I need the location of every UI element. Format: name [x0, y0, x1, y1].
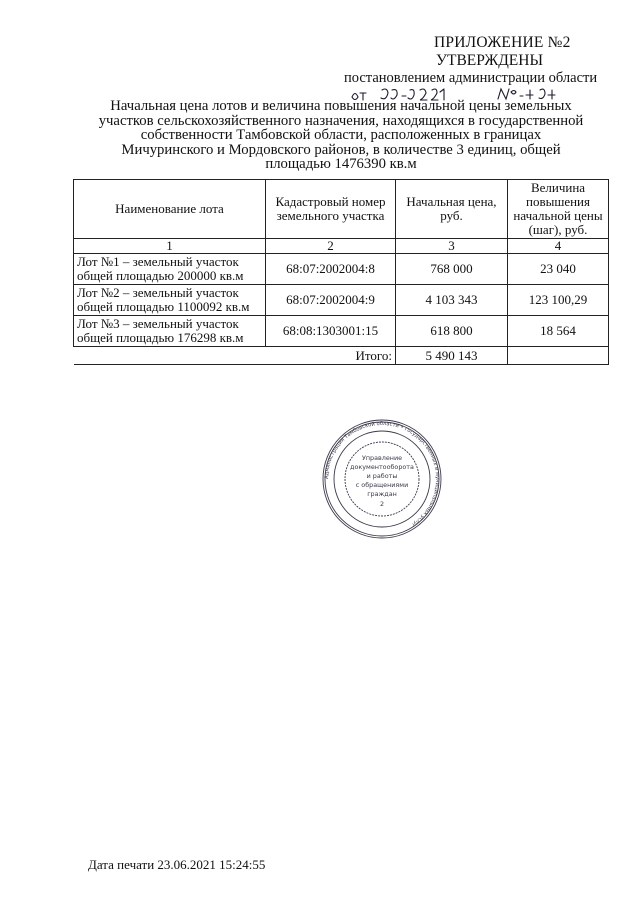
title-line: собственности Тамбовской области, расположенных в границах: [140, 127, 542, 144]
stamp-outer-text: Администрация Тамбовской области • государственных и муниципальных услуг: [323, 420, 441, 528]
column-number: 3: [396, 239, 508, 254]
lot-name-line: Лот №1 – земельный участок: [77, 254, 239, 269]
title-line: площадью 1476390 кв.м: [265, 156, 417, 173]
stamp-line: граждан: [367, 490, 397, 498]
stamp-line: Управление: [361, 454, 403, 462]
appendix-title: ПРИЛОЖЕНИЕ №2: [434, 34, 571, 51]
stamp-line: и работы: [366, 472, 398, 480]
print-date: Дата печати 23.06.2021 15:24:55: [88, 857, 266, 872]
total-empty-cell: [508, 347, 609, 365]
lot-name-line: Лот №2 – земельный участок: [77, 285, 239, 300]
official-stamp: [318, 418, 446, 540]
lot-name-cell: [74, 285, 266, 316]
title-line: Мичуринского и Мордовского районов, в количестве 3 единиц, общей: [121, 141, 561, 158]
stamp-line: с обращениями: [355, 481, 409, 489]
approved-label: УТВЕРЖДЕНЫ: [436, 52, 543, 69]
document-title: [92, 99, 590, 172]
header-start-price: Начальная цена, руб.: [396, 180, 508, 239]
header-lot-name: Наименование лота: [74, 180, 266, 239]
lots-table: [73, 179, 609, 365]
lot-name-cell: [74, 254, 266, 285]
title-line: Начальная цена лотов и величина повышения начальной цены земельных: [110, 98, 572, 114]
lot-name-cell: [74, 316, 266, 347]
table-row: [74, 316, 609, 347]
lot-area-line: общей площадью 200000 кв.м: [77, 268, 244, 283]
decree-reference: постановлением администрации области: [344, 70, 598, 86]
column-number: 1: [74, 239, 266, 254]
table-header-row: [74, 180, 609, 239]
cadastral-cell: 68:08:1303001:15: [266, 316, 396, 347]
total-label: Итого:: [74, 347, 396, 365]
stamp-line: документооборота: [350, 463, 414, 471]
title-line: участков сельскохозяйственного назначения, находящихся в государственной: [98, 112, 584, 129]
price-step-cell: 123 100,29: [508, 285, 609, 316]
column-number-row: [74, 239, 609, 254]
table-row: [74, 285, 609, 316]
lot-area-line: общей площадью 176298 кв.м: [77, 330, 244, 345]
price-step-cell: 23 040: [508, 254, 609, 285]
start-price-cell: 4 103 343: [396, 285, 508, 316]
stamp-number: 2: [379, 500, 385, 508]
column-number: 2: [266, 239, 396, 254]
total-value: 5 490 143: [396, 347, 508, 365]
start-price-cell: 618 800: [396, 316, 508, 347]
lot-area-line: общей площадью 1100092 кв.м: [77, 299, 250, 314]
lot-name-line: Лот №3 – земельный участок: [77, 316, 239, 331]
header-cadastral-number: Кадастровый номер земельного участка: [266, 180, 396, 239]
cadastral-cell: 68:07:2002004:8: [266, 254, 396, 285]
total-row: [74, 347, 609, 365]
column-number: 4: [508, 239, 609, 254]
table-row: [74, 254, 609, 285]
price-step-cell: 18 564: [508, 316, 609, 347]
header-price-step: Величина повышения начальной цены (шаг), руб.: [508, 180, 609, 239]
start-price-cell: 768 000: [396, 254, 508, 285]
cadastral-cell: 68:07:2002004:9: [266, 285, 396, 316]
